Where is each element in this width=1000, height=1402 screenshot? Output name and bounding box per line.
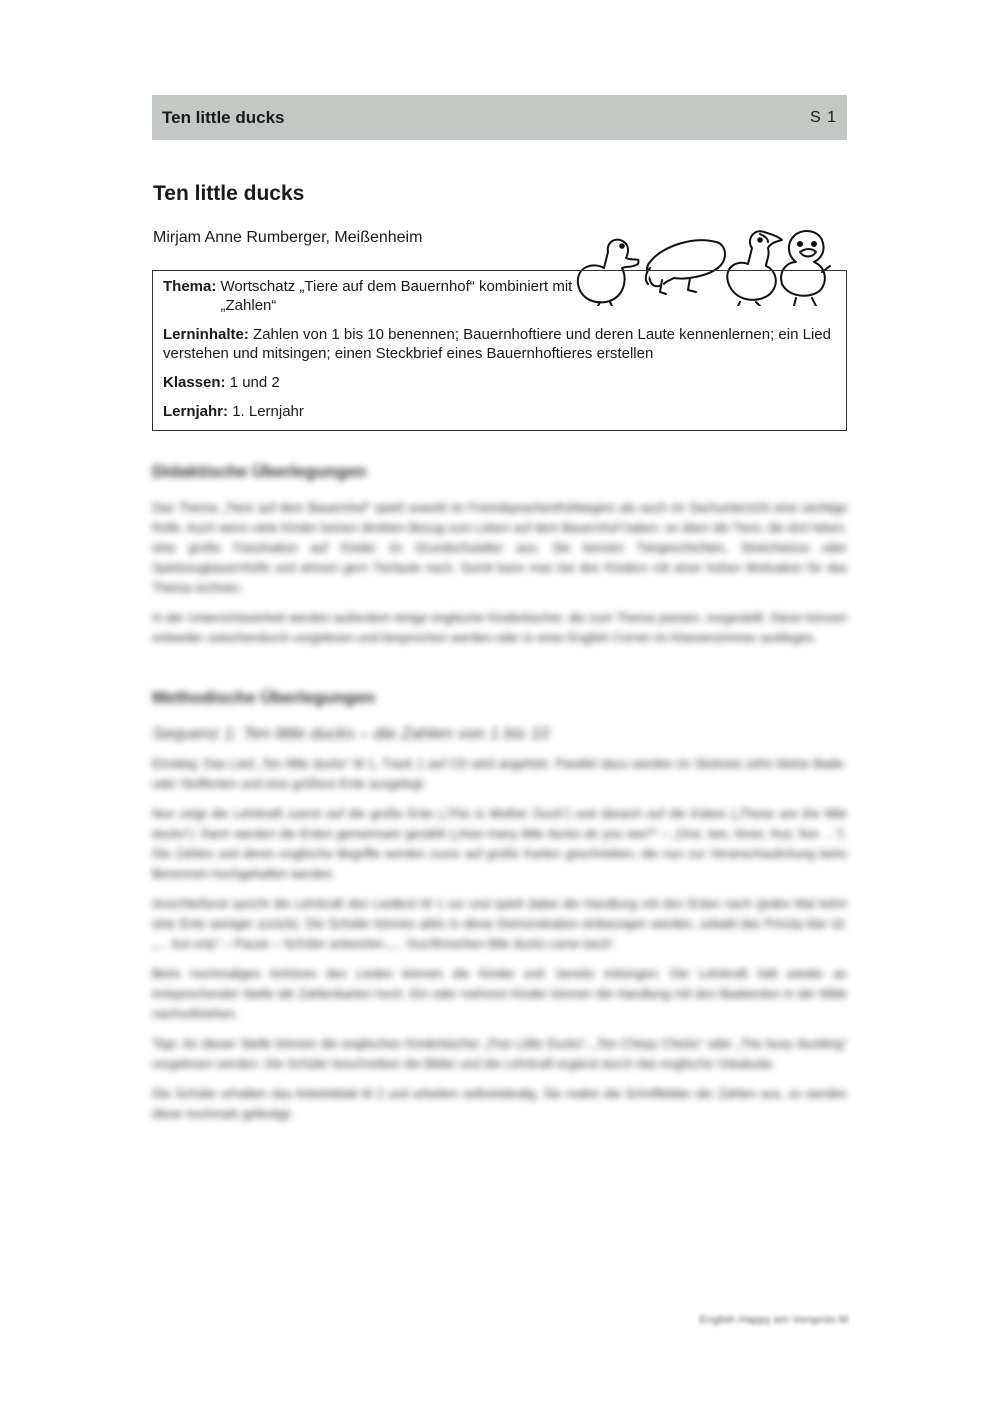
header-title: Ten little ducks <box>162 107 285 127</box>
klassen-row <box>163 373 836 392</box>
paragraph: In der Unterrichtseinheit werden außerdem einige englische Kinderbücher, die zum Thema passen, vorgestellt. Diese können entweder zwischendurch vorgelesen und besprochen werden oder in einer English Corner im Klassenzimmer ausliegen. <box>152 611 847 645</box>
blurred-content <box>152 462 847 1134</box>
paragraph: Das Thema „Tiere auf dem Bauernhof“ spielt sowohl im Fremdsprachenfrühbeginn als auch im Sachunterricht eine wichtige Rolle. Auch wenn viele Kinder keinen direkten Bezug zum Leben auf dem Bauernhof haben, so üben die Tiere, die dort leben, eine große Faszination auf Kinder im Grundschulalter aus. Sie kennen Tiergeschichten, Streichelzoo oder Spielzeugbauernhöfe und ahmen gern Tierlaute nach. Somit kann man bei den Kindern mit einer hohen Motivation für das Thema rechnen. <box>152 501 847 595</box>
lernjahr-text: 1. Lernjahr <box>232 403 304 420</box>
paragraph: Einstieg: Das Lied „Ten little ducks“ M 1, Track 1 auf CD wird angehört. Parallel dazu werden im Sitzkreis zehn kleine Bade- oder Stoffenten und eine größere Ente ausgelegt. <box>152 757 847 791</box>
info-box <box>152 270 847 431</box>
lernjahr-label: Lernjahr: <box>163 403 229 420</box>
klassen-label: Klassen: <box>163 374 226 391</box>
thema-text: Wortschatz „Tiere auf dem Bauernhof“ kombiniert mit „Zahlen“ <box>220 278 573 314</box>
footer-text: English Happy am Vorsprün M <box>699 1314 848 1326</box>
header-bar <box>152 95 847 140</box>
author: Mirjam Anne Rumberger, Meißenheim <box>153 229 423 246</box>
paragraph: Nun zeigt die Lehrkraft zuerst auf die große Ente („This is Mother Duck“) und danach auf die Küken („These are the little ducks“). Dann werden die Enten gemeinsam gezählt („How many little ducks do you see?“ – „One, two, three, four, five …“). Die Zahlen und deren englische Begriffe werden zuvor auf große Karten geschrieben, die nun zur Veranschaulichung beim Benennen hochgehalten werden. <box>152 807 847 881</box>
section-heading: Didaktische Überlegungen <box>152 462 367 481</box>
subheading: Sequenz 1: Ten little ducks – die Zahlen von 1 bis 10 <box>152 724 550 743</box>
page-title: Ten little ducks <box>153 182 305 205</box>
thema-label: Thema: <box>163 278 217 295</box>
paragraph: Anschließend spricht die Lehrkraft den Liedtext M 1 vor und spielt dabei die Handlung mit den Enten nach (jedes Mal kehrt eine Ente weniger zurück). Die Schüler können aktiv in diese Demonstration einbezogen werden, sobald das Prinzip klar ist: „… but only“ – Pause – Schüler antworten „… four/three/two little ducks came back“. <box>152 897 847 951</box>
lernjahr-row <box>163 402 836 421</box>
lerninhalte-text: Zahlen von 1 bis 10 benennen; Bauernhoftiere und deren Laute kennenlernen; ein Lied verstehen und mitsingen; einen Steckbrief eines Bauernhoftieres erstellen <box>163 326 831 362</box>
klassen-text: 1 und 2 <box>229 374 280 391</box>
paragraph: Tipp: An dieser Stelle können die englischen Kinderbücher „Five Little Ducks“, „Ten Chirpy Chicks“ oder „The busy duckling“ vorgelesen werden. Die Schüler beschreiben die Bilder und die Lehrkraft ergänzt durch das englische Vokabular. <box>152 1037 847 1071</box>
page-number: S 1 <box>809 108 837 126</box>
thema-row <box>163 277 836 315</box>
paragraph: Beim nochmaligen Anhören des Liedes können die Kinder evtl. bereits mitsingen. Die Lehrkraft hält wieder an entsprechender Stelle die Zahlenkarten hoch. Ein oder mehrere Kinder können die Handlung mit den Badeenten in der Mitte nachvollziehen. <box>152 967 847 1021</box>
lerninhalte-row <box>163 325 836 363</box>
section-heading: Methodische Überlegungen <box>152 688 375 707</box>
paragraph: Die Schüler erhalten das Arbeitsblatt M 2 und arbeiten selbstständig. Sie malen die Schriftbilder der Zahlen aus, so werden diese nochmals gefestigt. <box>152 1087 847 1121</box>
lerninhalte-label: Lerninhalte: <box>163 326 249 343</box>
